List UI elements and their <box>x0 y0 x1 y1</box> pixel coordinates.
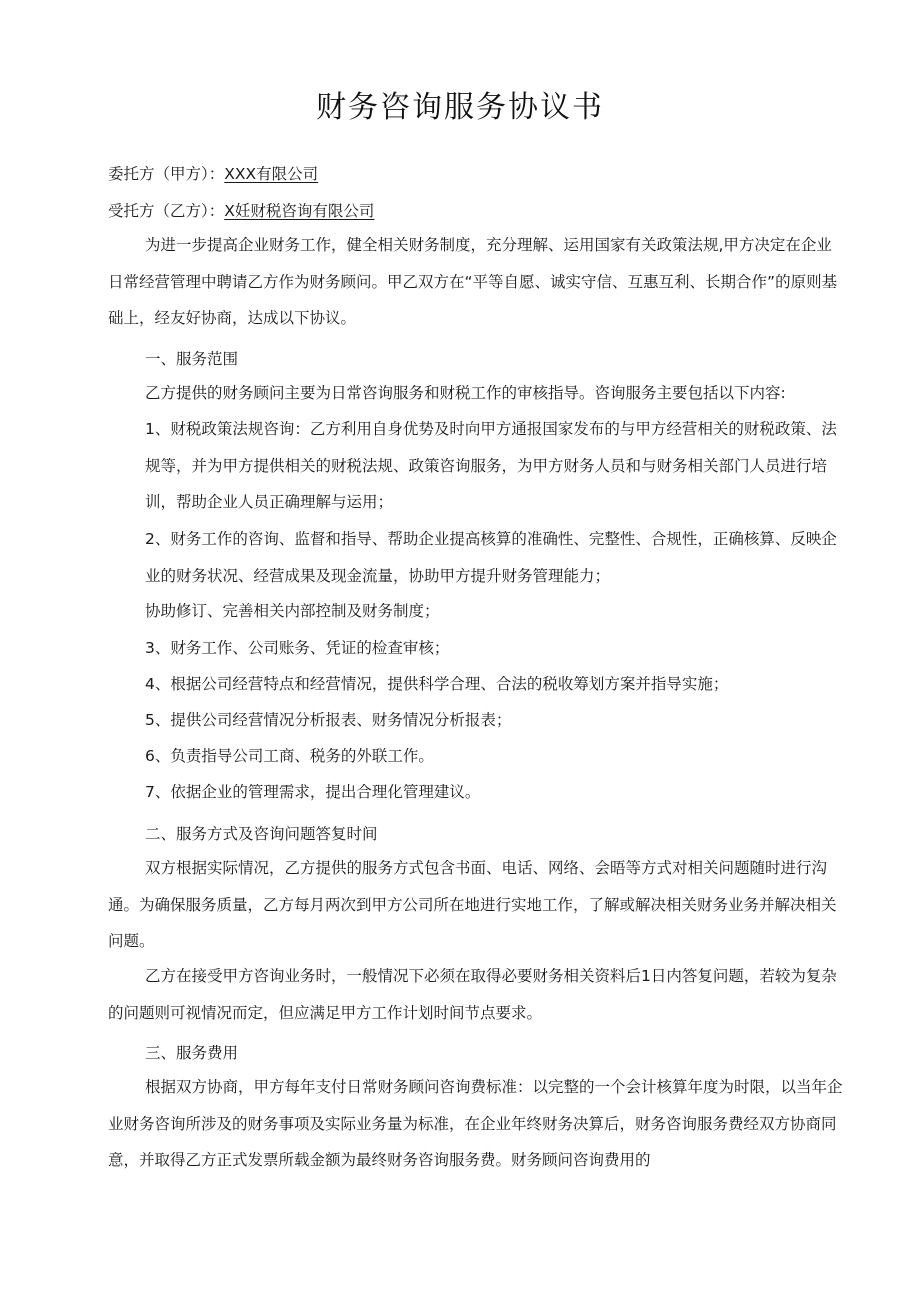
party-a-label: 委托方（甲方）： <box>108 165 225 183</box>
section1-item-6: 6、负责指导公司工商、税务的外联工作。 <box>145 747 434 765</box>
party-a-name: XXX有限公司 <box>224 165 319 183</box>
section1-item-2: 2、财务工作的咨询、监督和指导、帮助企业提高核算的准确性、完整性、合规性，正确核算、反映企业的财务状况、经营成果及现金流量，协助甲方提升财务管理能力； <box>145 530 837 585</box>
section2-heading: 二、服务方式及咨询问题答复时间 <box>145 825 378 843</box>
document-title: 财务咨询服务协议书 <box>316 90 604 125</box>
section1-item-5: 5、提供公司经营情况分析报表、财务情况分析报表； <box>145 711 512 729</box>
section1-item-7: 7、依据企业的管理需求，提出合理化管理建议。 <box>145 783 481 801</box>
section1-heading: 一、服务范围 <box>145 350 239 368</box>
section2-paragraph-1: 双方根据实际情况，乙方提供的服务方式包含书面、电话、网络、会晤等方式对相关问题随时进行沟通。为确保服务质量，乙方每月两次到甲方公司所在地进行实地工作，了解或解决相关财务业务并解决相关问题。 <box>108 859 837 950</box>
party-b-line <box>108 199 374 221</box>
section2-paragraph-2: 乙方在接受甲方咨询业务时，一般情况下必须在取得必要财务相关资料后1日内答复问题，若较为复杂的问题则可视情况而定，但应满足甲方工作计划时间节点要求。 <box>108 967 837 1022</box>
section1-item-internal-control: 协助修订、完善相关内部控制及财务制度； <box>145 602 440 620</box>
section1-item-1: 1、财税政策法规咨询：乙方利用自身优势及时向甲方通报国家发布的与甲方经营相关的财税政策、法规等，并为甲方提供相关的财税法规、政策咨询服务，为甲方财务人员和与财务相关部门人员进行培训，帮助企业人员正确理解与运用； <box>145 420 837 511</box>
section1-item-4: 4、根据公司经营特点和经营情况，提供科学合理、合法的税收筹划方案并指导实施； <box>145 675 729 693</box>
section1-item-3: 3、财务工作、公司账务、凭证的检查审核； <box>145 639 450 657</box>
section3-heading: 三、服务费用 <box>145 1044 239 1062</box>
party-b-label: 受托方（乙方）： <box>108 202 225 220</box>
section3-paragraph-1: 根据双方协商，甲方每年支付日常财务顾问咨询费标准：以完整的一个会计核算年度为时限，以当年企业财务咨询所涉及的财务事项及实际业务量为标准，在企业年终财务决算后，财务咨询服务费经双方协商同意，并取得乙方正式发票所载金额为最终财务咨询服务费。财务顾问咨询费用的 <box>108 1078 843 1169</box>
party-b-name: X妊财税咨询有限公司 <box>224 202 375 220</box>
intro-paragraph: 为进一步提高企业财务工作，健全相关财务制度，充分理解、运用国家有关政策法规,甲方决定在企业日常经营管理中聘请乙方作为财务顾问。甲乙双方在“平等自愿、诚实守信、互惠互利、长期合作”的原则基础上，经友好协商，达成以下协议。 <box>108 236 838 327</box>
section1-lead: 乙方提供的财务顾问主要为日常咨询服务和财税工作的审核指导。咨询服务主要包括以下内容: <box>145 384 786 402</box>
party-a-line <box>108 162 318 184</box>
